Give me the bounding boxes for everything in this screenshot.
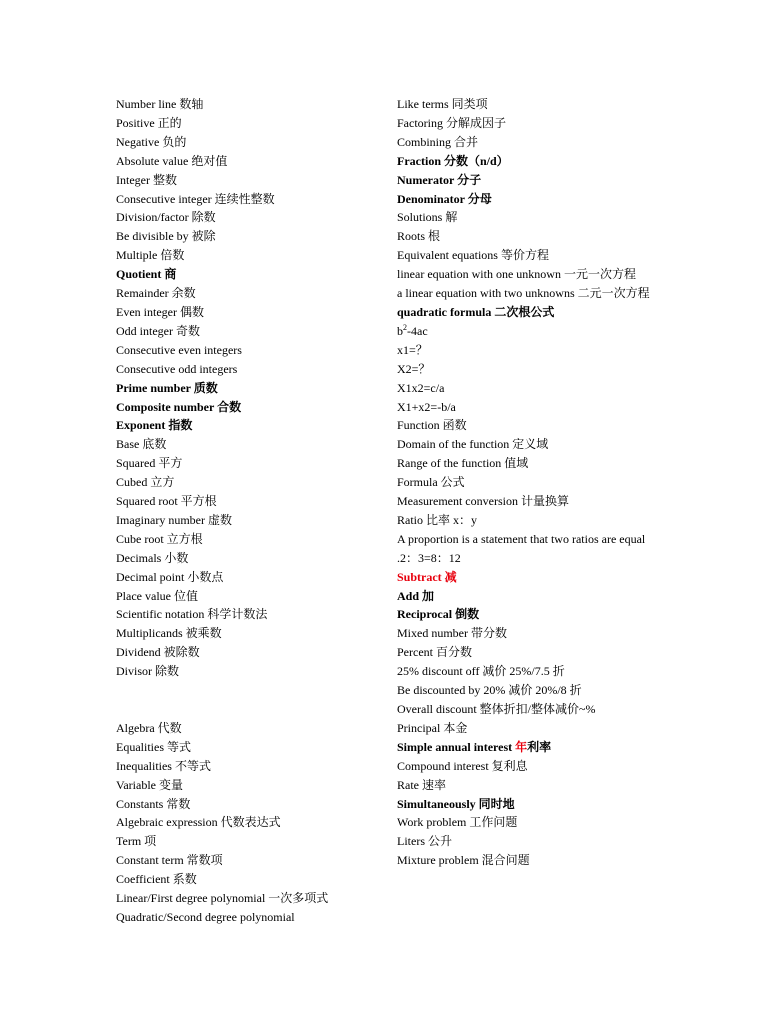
term-negative: Negative 负的: [116, 134, 187, 149]
term-principal: Principal 本金: [397, 720, 468, 735]
term-x1: x1=？: [397, 342, 428, 357]
term-simple-annual-interest: [397, 738, 659, 757]
term-x2: X2=？: [397, 361, 431, 376]
term-like-terms: Like terms 同类项: [397, 97, 488, 111]
term-prime-number: Prime number 质数: [116, 380, 218, 395]
term-multiple: Multiple 倍数: [116, 248, 185, 263]
term-consecutive-integer: Consecutive integer 连续性整数: [116, 191, 275, 206]
term-range: Range of the function 值域: [397, 456, 529, 471]
term-consecutive-odd-integers: Consecutive odd integers: [116, 361, 238, 376]
term-odd-integer: Odd integer 奇数: [116, 323, 200, 338]
term-multiplicands: Multiplicands 被乘数: [116, 626, 222, 641]
term-function: Function 函数: [397, 418, 467, 433]
term-quotient: Quotient 商: [116, 267, 177, 282]
term-subtract: Subtract 减: [397, 569, 457, 584]
simple-interest-english: Simple annual interest: [397, 739, 516, 754]
term-constant-term: Constant term 常数项: [116, 853, 223, 868]
term-place-value: Place value 位值: [116, 588, 198, 603]
term-solutions: Solutions 解: [397, 210, 458, 225]
term-rate: Rate 速率: [397, 777, 446, 792]
term-cube-root: Cube root 立方根: [116, 531, 203, 546]
term-dividend: Dividend 被除数: [116, 645, 200, 660]
term-exponent: Exponent 指数: [116, 418, 193, 433]
term-add: Add 加: [397, 588, 435, 603]
term-imaginary-number: Imaginary number 虚数: [116, 512, 232, 527]
term-integer: Integer 整数: [116, 172, 177, 187]
term-work-problem: Work problem 工作问题: [397, 815, 518, 830]
term-positive: Positive 正的: [116, 115, 182, 130]
term-algebraic-expression: Algebraic expression 代数表达式: [116, 815, 281, 830]
term-formula: Formula 公式: [397, 475, 465, 490]
term-divisor: Divisor 除数: [116, 664, 180, 679]
term-base: Base 底数: [116, 437, 167, 452]
discriminant-rest: -4ac: [407, 323, 428, 338]
term-linear-polynomial: Linear/First degree polynomial 一次多项式: [116, 891, 329, 906]
term-roots: Roots 根: [397, 229, 441, 244]
term-fraction: Fraction 分数（n/d）: [397, 153, 509, 168]
term-consecutive-even-integers: Consecutive even integers: [116, 342, 242, 357]
term-algebra: Algebra 代数: [116, 720, 182, 735]
section-gap: [116, 681, 386, 719]
term-simultaneously: Simultaneously 同时地: [397, 796, 515, 811]
term-cubed: Cubed 立方: [116, 475, 175, 490]
term-numerator: Numerator 分子: [397, 172, 482, 187]
term-combining: Combining 合并: [397, 134, 479, 149]
term-remainder: Remainder 余数: [116, 286, 196, 301]
left-column: [116, 95, 386, 927]
term-squared: Squared 平方: [116, 456, 183, 471]
term-quadratic-polynomial: Quadratic/Second degree polynomial: [116, 909, 295, 924]
term-equalities: Equalities 等式: [116, 739, 191, 754]
term-overall-discount: Overall discount 整体折扣/整体减价~%: [397, 702, 596, 716]
term-division-factor: Division/factor 除数: [116, 210, 216, 225]
term-scientific-notation: Scientific notation 科学计数法: [116, 607, 268, 622]
left-group-2: [116, 719, 386, 927]
term-measurement-conversion: Measurement conversion 计量换算: [397, 494, 569, 509]
term-number-line: Number line 数轴: [116, 97, 204, 111]
term-inequalities: Inequalities 不等式: [116, 758, 211, 773]
term-even-integer: Even integer 偶数: [116, 304, 204, 319]
term-domain: Domain of the function 定义域: [397, 437, 549, 452]
term-term: Term 项: [116, 834, 157, 849]
term-discount-off: 25% discount off 减价 25%/7.5 折: [397, 664, 565, 679]
term-decimals: Decimals 小数: [116, 550, 189, 565]
term-coefficient: Coefficient 系数: [116, 872, 197, 887]
term-ratio: Ratio 比率 x：y: [397, 512, 477, 527]
term-liters: Liters 公升: [397, 834, 452, 849]
term-quadratic-formula: quadratic formula 二次根公式: [397, 304, 555, 319]
term-linear-equation-two-unknowns: a linear equation with two unknowns 二元一次方程: [397, 286, 650, 301]
term-decimal-point: Decimal point 小数点: [116, 569, 224, 584]
term-constants: Constants 常数: [116, 796, 191, 811]
term-equivalent-equations: Equivalent equations 等价方程: [397, 248, 549, 263]
term-product-of-roots: X1x2=c/a: [397, 380, 445, 395]
left-group-1: [116, 95, 386, 681]
right-column: [397, 95, 659, 870]
term-be-discounted-by: Be discounted by 20% 减价 20%/8 折: [397, 683, 582, 698]
term-absolute-value: Absolute value 绝对值: [116, 153, 228, 168]
term-sum-of-roots: X1+x2=-b/a: [397, 399, 456, 414]
term-percent: Percent 百分数: [397, 645, 472, 660]
term-reciprocal: Reciprocal 倒数: [397, 607, 480, 622]
term-variable: Variable 变量: [116, 777, 183, 792]
term-factoring: Factoring 分解成因子: [397, 115, 506, 130]
term-mixed-number: Mixed number 带分数: [397, 626, 507, 641]
term-discriminant: [397, 322, 659, 341]
term-mixture-problem: Mixture problem 混合问题: [397, 853, 530, 868]
term-squared-root: Squared root 平方根: [116, 494, 217, 509]
simple-interest-red-char: 年: [515, 739, 528, 754]
term-composite-number: Composite number 合数: [116, 399, 242, 414]
simple-interest-rest: 利率: [527, 739, 552, 754]
discriminant-base: b: [397, 323, 403, 338]
discriminant-exponent: 2: [403, 322, 407, 332]
term-compound-interest: Compound interest 复利息: [397, 758, 528, 773]
term-denominator: Denominator 分母: [397, 191, 492, 206]
term-linear-equation-one-unknown: linear equation with one unknown 一元一次方程: [397, 267, 636, 282]
term-proportion: A proportion is a statement that two ratios are equal .2：3=8：12: [397, 531, 646, 565]
term-be-divisible-by: Be divisible by 被除: [116, 229, 216, 244]
